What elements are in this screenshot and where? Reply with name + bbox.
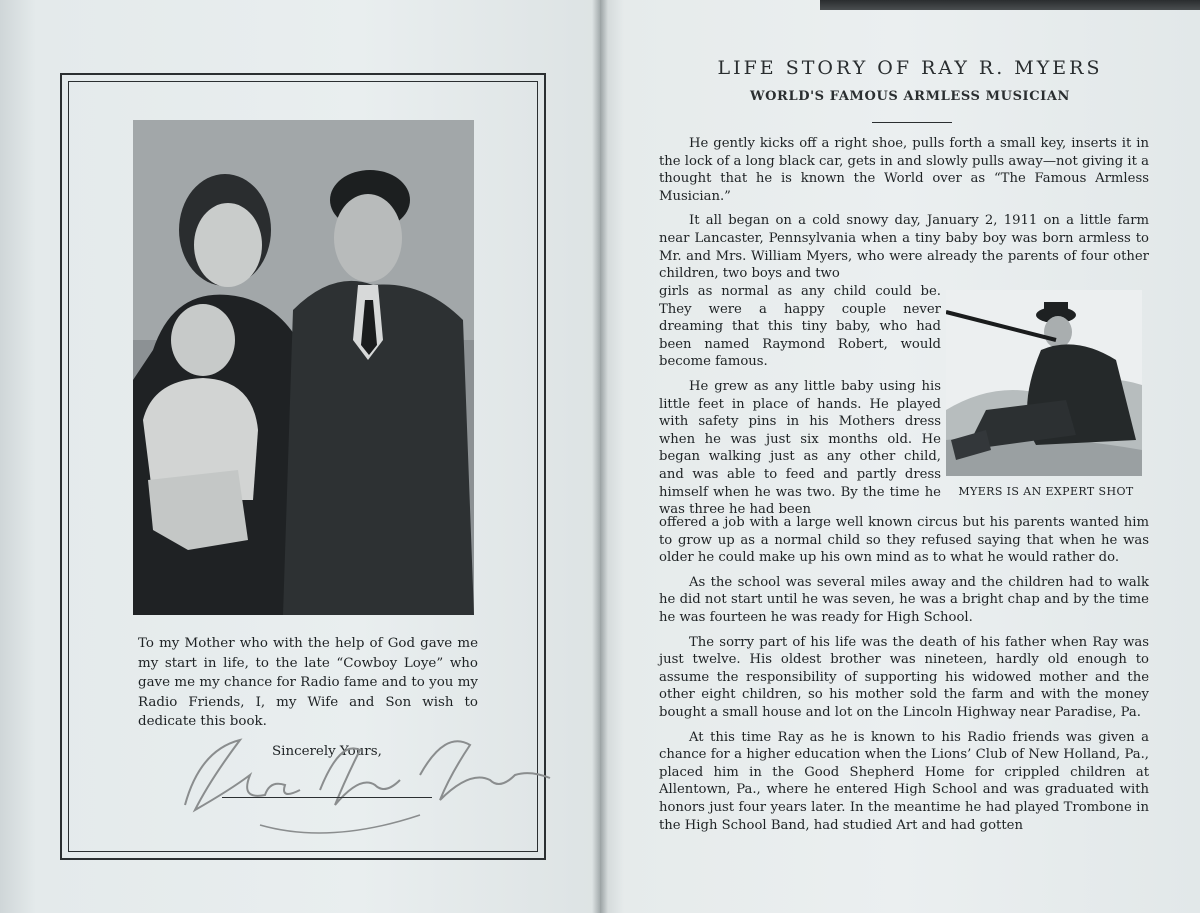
paragraph-3b: offered a job with a large well known circus but his parents wanted him to grow up as a normal child so they refused saying that when he was older he could make up his own mind as to what he would rather do. <box>659 515 1149 566</box>
paragraph-6: At this time Ray as he is known to his Radio friends was given a chance for a higher education when the Lions’ Club of New Holland, Pa., placed him in the Good Shepherd Home for crippled children at Allentown, Pa., where he entered High School and was graduated with honors just four years later. In the meantime he had played Trombone in the High School Band, had studied Art and had gotten <box>659 729 1149 833</box>
paragraph-4: As the school was several miles away and the children had to walk he did not start until he was seven, he was a bright chap and by the time he was fourteen he was ready for High School. <box>659 574 1149 625</box>
article-bottom <box>659 514 1149 841</box>
paragraph-2a: It all began on a cold snowy day, January 2, 1911 on a little farm near Lancaster, Pennsylvania when a tiny baby boy was born armless to Mr. and Mrs. William Myers, who were already the parents of four other children, two boys and two <box>659 213 1149 282</box>
family-photo-graphic <box>133 120 474 615</box>
paragraph-5: The sorry part of his life was the death of his father when Ray was just twelve. His oldest brother was nineteen, hardly old enough to assume the responsibility of supporting his widowed mother and the other eight children, so his mother sold the farm and with the money bought a small house and lot on the Lincoln Highway near Paradise, Pa. <box>659 634 1149 720</box>
dedication-text: To my Mother who with the help of God gave me my start in life, to the late “Cowboy Loye” who gave me my chance for Radio fame and to you my Radio Friends, I, my Wife and Son wish to dedicate this book. <box>138 636 478 730</box>
paragraph-1: He gently kicks off a right shoe, pulls forth a small key, inserts it in the lock of a long black car, gets in and slowly pulls away—not giving it a thought that he is known the World over as “The Famous Armless Musician.” <box>659 136 1149 204</box>
rifle-photo-graphic <box>946 290 1142 476</box>
page-title: LIFE STORY OF RAY R. MYERS <box>717 57 1103 79</box>
page-gutter <box>592 0 608 913</box>
paragraph-2b: girls as normal as any child could be. They were a happy couple never dreaming that this tiny baby, who had been named Raymond Robert, would become famous. <box>659 284 941 370</box>
closing-text: Sincerely Yours, <box>272 744 382 759</box>
title-rule <box>872 122 952 123</box>
paragraph-3a: He grew as any little baby using his little feet in place of hands. He played with safety pins in his Mothers dress when he was just six months old. He began walking just as any other child, and was able to feed and partly dress himself when he was two. By the time he was three he had been <box>659 378 941 518</box>
signature-line <box>222 797 432 798</box>
rifle-photo <box>946 290 1142 476</box>
family-photo <box>133 120 474 615</box>
page-subtitle: WORLD'S FAMOUS ARMLESS MUSICIAN <box>749 89 1071 104</box>
top-edge-shadow <box>820 0 1200 10</box>
article-top <box>659 135 1149 290</box>
handwritten-signature <box>170 720 570 840</box>
photo-caption: MYERS IS AN EXPERT SHOT <box>958 485 1134 498</box>
article-wrap <box>659 283 941 526</box>
